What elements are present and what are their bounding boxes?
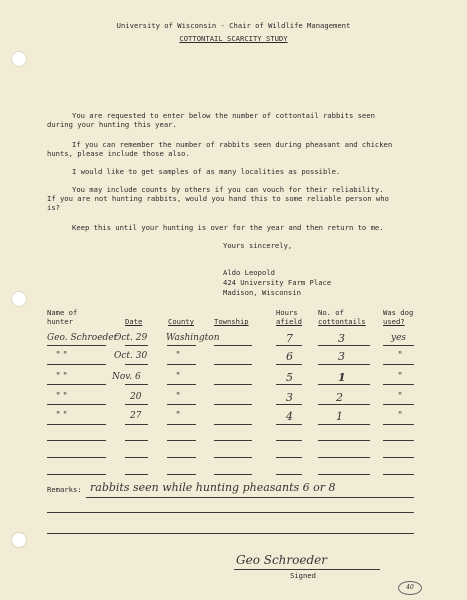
fill-in-line — [125, 424, 148, 425]
cell-hours: 5 — [286, 371, 293, 384]
fill-in-line — [125, 457, 148, 458]
cell-hours: 6 — [286, 350, 293, 363]
instruction-text: Keep this until your hunting is over for the year and then return to me. — [72, 223, 384, 232]
fill-in-line — [276, 404, 302, 405]
fill-in-line — [214, 474, 252, 475]
fill-in-line — [383, 364, 414, 365]
cell-cottontails: 1 — [336, 410, 343, 423]
fill-in-line — [214, 440, 252, 441]
cell-hunter: " " — [56, 411, 68, 421]
fill-in-line — [214, 345, 252, 346]
instruction-text: I would like to get samples of as many localities as possible. — [72, 167, 341, 176]
cell-cottontails: 1 — [338, 371, 346, 384]
instruction-text: is? — [47, 203, 60, 212]
fill-in-line — [383, 424, 414, 425]
fill-in-line — [318, 384, 370, 385]
fill-in-line — [276, 440, 302, 441]
fill-in-line — [167, 457, 196, 458]
fill-in-line — [125, 345, 148, 346]
fill-in-line — [47, 440, 106, 441]
page-title: COTTONTAIL SCARCITY STUDY — [179, 34, 288, 43]
sender-city: Madison, Wisconsin — [223, 288, 301, 297]
cell-date: Nov. 6 — [112, 372, 141, 382]
cell-date: 27 — [130, 411, 142, 421]
fill-in-line — [167, 440, 196, 441]
remarks-line — [47, 533, 414, 534]
cell-dog: " — [398, 351, 403, 361]
instruction-text: You may include counts by others if you can vouch for their reliability. — [72, 185, 384, 194]
header-township: Township — [214, 317, 249, 326]
remarks-line — [47, 512, 414, 513]
cell-hunter: " " — [56, 372, 68, 382]
header-date: Date — [125, 317, 143, 326]
cell-cottontails: 3 — [338, 350, 345, 363]
remarks-line — [86, 497, 414, 498]
header-dog: Was dog used? — [383, 308, 414, 326]
cell-hunter: " " — [56, 351, 68, 361]
cell-date: Oct. 29 — [114, 333, 148, 343]
cell-county: " — [176, 372, 181, 382]
fill-in-line — [276, 474, 302, 475]
cell-county: Washington — [166, 333, 220, 343]
cell-date: 20 — [130, 392, 142, 402]
fill-in-line — [167, 364, 196, 365]
fill-in-line — [383, 384, 414, 385]
header-hours: Hours afield — [276, 308, 302, 326]
fill-in-line — [167, 404, 196, 405]
fill-in-line — [383, 440, 414, 441]
instruction-text: You are requested to enter below the number of cottontail rabbits seen — [72, 111, 375, 120]
cell-county: " — [176, 351, 181, 361]
fill-in-line — [167, 345, 196, 346]
fill-in-line — [47, 474, 106, 475]
fill-in-line — [47, 384, 106, 385]
fill-in-line — [276, 384, 302, 385]
cell-dog: yes — [391, 333, 407, 343]
fill-in-line — [167, 384, 196, 385]
header-hunter: Name of hunter — [47, 308, 78, 326]
fill-in-line — [318, 474, 370, 475]
page-number: 40 — [398, 581, 422, 595]
fill-in-line — [318, 424, 370, 425]
instruction-text: during your hunting this year. — [47, 120, 177, 129]
fill-in-line — [214, 364, 252, 365]
fill-in-line — [47, 457, 106, 458]
remarks-label: Remarks: — [47, 485, 82, 494]
binder-hole — [11, 51, 27, 67]
fill-in-line — [276, 424, 302, 425]
fill-in-line — [214, 404, 252, 405]
instruction-text: hunts, please include those also. — [47, 149, 190, 158]
salutation: Yours sincerely, — [223, 241, 293, 250]
fill-in-line — [383, 474, 414, 475]
cell-hours: 7 — [286, 332, 293, 345]
fill-in-line — [318, 364, 370, 365]
binder-hole — [11, 291, 27, 307]
fill-in-line — [47, 345, 106, 346]
fill-in-line — [167, 424, 196, 425]
signature-label: Signed — [290, 571, 316, 580]
binder-hole — [11, 532, 27, 548]
fill-in-line — [214, 384, 252, 385]
fill-in-line — [383, 457, 414, 458]
sender-address: 424 University Farm Place — [223, 278, 332, 287]
fill-in-line — [125, 364, 148, 365]
signature: Geo Schroeder — [236, 553, 327, 567]
fill-in-line — [47, 424, 106, 425]
fill-in-line — [125, 404, 148, 405]
fill-in-line — [276, 345, 302, 346]
fill-in-line — [318, 345, 370, 346]
fill-in-line — [318, 440, 370, 441]
cell-hours: 4 — [286, 410, 293, 423]
fill-in-line — [167, 474, 196, 475]
fill-in-line — [276, 364, 302, 365]
fill-in-line — [276, 457, 302, 458]
cell-dog: " — [398, 372, 403, 382]
fill-in-line — [125, 440, 148, 441]
cell-cottontails: 3 — [338, 332, 345, 345]
fill-in-line — [318, 457, 370, 458]
sender-name: Aldo Leopold — [223, 268, 275, 277]
cell-county: " — [176, 392, 181, 402]
cell-hunter: Geo. Schroeder — [47, 333, 118, 343]
header-cottontails: No. of cottontails — [318, 308, 366, 326]
remarks-text: rabbits seen while hunting pheasants 6 or 8 — [90, 481, 336, 494]
fill-in-line — [383, 345, 414, 346]
fill-in-line — [47, 364, 106, 365]
cell-dog: " — [398, 411, 403, 421]
fill-in-line — [383, 404, 414, 405]
header-institution: University of Wisconsin - Chair of Wildlife Management — [116, 21, 351, 30]
instruction-text: If you are not hunting rabbits, would you hand this to some reliable person who — [47, 194, 389, 203]
fill-in-line — [214, 424, 252, 425]
cell-cottontails: 2 — [336, 391, 343, 404]
fill-in-line — [125, 384, 148, 385]
cell-dog: " — [398, 392, 403, 402]
cell-hunter: " " — [56, 392, 68, 402]
fill-in-line — [214, 457, 252, 458]
cell-date: Oct. 30 — [114, 351, 148, 361]
fill-in-line — [318, 404, 370, 405]
cell-county: " — [176, 411, 181, 421]
fill-in-line — [47, 404, 106, 405]
signature-line — [234, 569, 380, 570]
instruction-text: If you can remember the number of rabbits seen during pheasant and chicken — [72, 140, 393, 149]
cell-hours: 3 — [286, 391, 293, 404]
fill-in-line — [125, 474, 148, 475]
header-county: County — [168, 317, 194, 326]
